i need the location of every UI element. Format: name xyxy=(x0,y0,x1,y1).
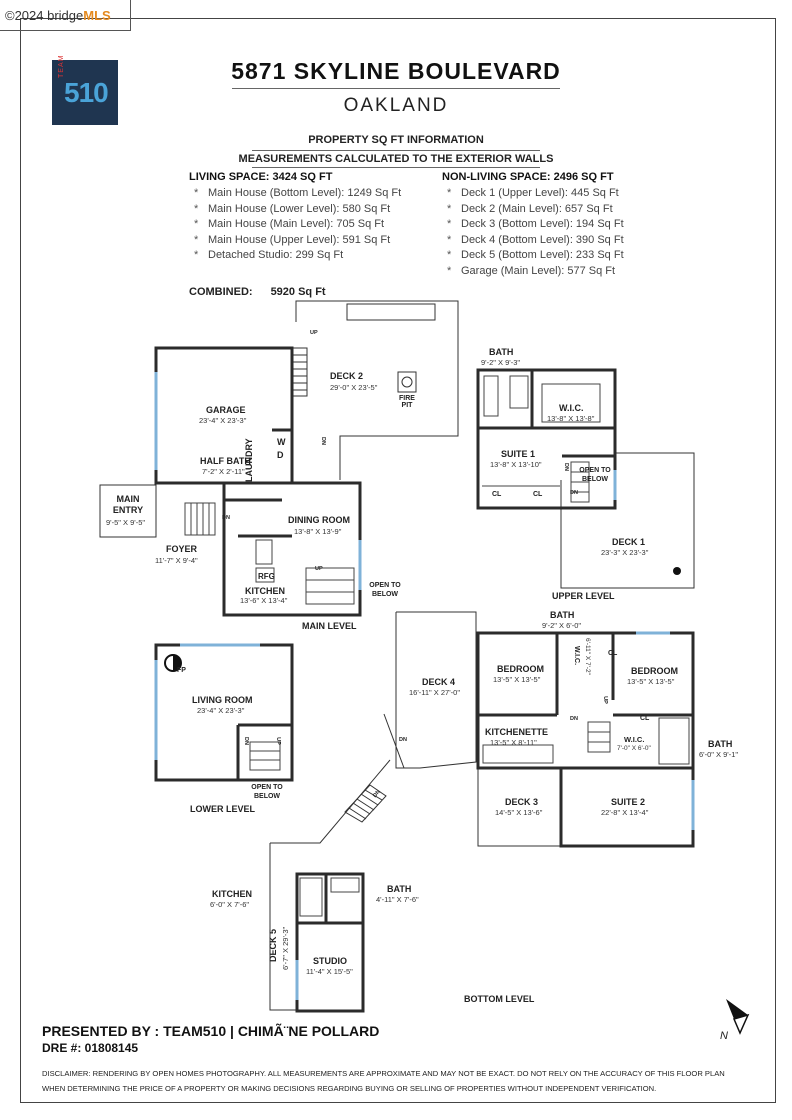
upper-bath-label: BATH xyxy=(489,347,514,357)
closet-label-1: CL xyxy=(492,491,502,498)
disclaimer-line-2: WHEN DETERMINING THE PRICE OF A PROPERTY OR MAKING DECISIONS REGARDING BUYING OR SELLING OF PROPERTIES WITHOUT INDEPENDENT VERIFICATION. xyxy=(42,1084,657,1093)
bottom-level-label: BOTTOM LEVEL xyxy=(464,994,535,1004)
suite1-dim: 13'-8" X 13'-10" xyxy=(490,460,542,469)
sqft-section-title: PROPERTY SQ FT INFORMATION xyxy=(308,134,484,146)
suite2-walls xyxy=(561,768,693,846)
combined-sqft: COMBINED: 5920 Sq Ft xyxy=(189,286,326,298)
bottom-bath-dim: 9'-2" X 6'-0" xyxy=(542,621,582,630)
garage-label: GARAGE xyxy=(206,405,246,415)
mls-copyright: ©2024 bridgeMLS xyxy=(5,8,111,23)
studio-kitchen-counter xyxy=(300,878,322,916)
deck2-label: DECK 2 xyxy=(330,371,364,381)
deck3-outline xyxy=(478,768,561,846)
wic-bottom-dim: 7'-0" X 6'-0" xyxy=(617,745,651,752)
list-item: * Deck 1 (Upper Level): 445 Sq Ft xyxy=(447,186,624,202)
stair-down-mark: DN xyxy=(319,437,326,445)
foyer-stairs xyxy=(185,503,215,535)
logo-number: 510 xyxy=(64,77,108,108)
studio-walls xyxy=(297,874,363,1011)
bottom-down-mark: DN xyxy=(570,716,578,722)
deck1-dim: 23'-3" X 23'-3" xyxy=(601,548,649,557)
presented-by: PRESENTED BY : TEAM510 | CHIMÃ¨NE POLLARD xyxy=(42,1023,380,1039)
list-item: * Main House (Bottom Level): 1249 Sq Ft xyxy=(194,186,401,202)
bottom-stairs-down-mark: DN xyxy=(372,789,382,799)
kitchen-island xyxy=(256,540,272,564)
laundry-label: LAUNDRY xyxy=(244,438,254,482)
compass-north-label: N xyxy=(720,1030,728,1042)
lower-up-mark: UP xyxy=(274,737,281,745)
list-item: * Deck 2 (Main Level): 657 Sq Ft xyxy=(447,202,624,218)
kitchen-dim: 13'-6" X 13'-4" xyxy=(240,596,288,605)
main-entry-dim: 9'-5" X 9'-5" xyxy=(106,518,146,527)
list-item: * Main House (Upper Level): 591 Sq Ft xyxy=(194,233,401,249)
stair-up-mark: UP xyxy=(310,330,318,336)
kitchenette-dim: 13'-5" X 8'-11" xyxy=(490,738,537,747)
upper-bath-shower xyxy=(510,376,528,408)
upper-bath-tub xyxy=(484,376,498,416)
deck3-label: DECK 3 xyxy=(505,797,539,807)
foyer-dim: 11'-7" X 9'-4" xyxy=(155,556,198,565)
bottom-up-mark: UP xyxy=(601,696,608,704)
kitchenette-label: KITCHENETTE xyxy=(485,727,548,737)
closet-label-3: CL xyxy=(608,650,618,657)
bottom-stairs-inner xyxy=(588,722,610,752)
studio-kitchen-dim: 6'-0" X 7'-6" xyxy=(210,900,250,909)
list-item: * Main House (Lower Level): 580 Sq Ft xyxy=(194,202,401,218)
fire-pit-label: FIRE PIT xyxy=(399,395,415,409)
deck3-dim: 14'-5" X 13'-6" xyxy=(495,808,543,817)
bedroom-left-label: BEDROOM xyxy=(497,664,544,674)
bedroom-left-dim: 13'-5" X 13'-5" xyxy=(493,675,541,684)
lower-level-label: LOWER LEVEL xyxy=(190,804,255,814)
fireplace-label: FP xyxy=(177,667,186,674)
kitchen-label: KITCHEN xyxy=(245,586,285,596)
logo-team-text: TEAM xyxy=(58,54,65,78)
bath-right-label: BATH xyxy=(708,739,733,749)
list-item: * Detached Studio: 299 Sq Ft xyxy=(194,248,401,264)
bath-right-dim: 6'-0" X 9'-1" xyxy=(699,750,739,759)
main-up-mark: UP xyxy=(315,566,323,572)
upper-level-label: UPPER LEVEL xyxy=(552,591,615,601)
foyer-down-mark: DN xyxy=(222,515,230,521)
dining-dim: 13'-8" X 13'-9" xyxy=(294,527,342,536)
upper-down-mark: DN xyxy=(562,463,569,471)
dryer-label: D xyxy=(277,450,284,460)
deck2-bench xyxy=(347,304,435,320)
fire-pit xyxy=(398,372,416,392)
lower-stairs xyxy=(250,742,280,770)
bottom-bath-label: BATH xyxy=(550,610,575,620)
rfg-label: RFG xyxy=(258,572,275,581)
deck5-dim: 6'-7" X 29'-3" xyxy=(281,926,290,970)
deck2-stairs xyxy=(293,348,307,396)
upper-down-mark-2: DN xyxy=(570,490,578,496)
suite1-label: SUITE 1 xyxy=(501,449,536,459)
dre-number: DRE #: 01808145 xyxy=(42,1041,139,1055)
studio-dim: 11'-4" X 15'-5" xyxy=(306,967,353,976)
bedroom-right-label: BEDROOM xyxy=(631,666,678,676)
bottom-bath-fixtures xyxy=(659,718,689,764)
open-below-main: OPEN TO BELOW xyxy=(369,582,401,598)
lower-down-mark: DN xyxy=(242,737,249,745)
list-item: * Deck 4 (Bottom Level): 390 Sq Ft xyxy=(447,233,624,249)
living-room-label: LIVING ROOM xyxy=(192,695,253,705)
kitchenette-counter xyxy=(483,745,553,763)
main-stairs xyxy=(306,568,354,604)
wic-bottom-label: W.I.C. xyxy=(624,735,645,744)
upper-bath-dim: 9'-2" X 9'-3" xyxy=(481,358,521,367)
dining-label: DINING ROOM xyxy=(288,515,350,525)
wic-upper-dim: 13'-8" X 13'-8" xyxy=(547,414,595,423)
sqft-subtitle: MEASUREMENTS CALCULATED TO THE EXTERIOR WALLS xyxy=(238,153,554,165)
studio-bath-tub xyxy=(331,878,359,892)
list-item: * Garage (Main Level): 577 Sq Ft xyxy=(447,264,624,280)
property-city: OAKLAND xyxy=(343,95,449,116)
deck1-label: DECK 1 xyxy=(612,537,646,547)
main-entry-label: MAIN ENTRY xyxy=(112,494,144,515)
suite2-dim: 22'-8" X 13'-4" xyxy=(601,808,649,817)
disclaimer xyxy=(42,1066,752,1096)
nonliving-space-title: NON-LIVING SPACE: 2496 SQ FT xyxy=(442,171,614,183)
washer-label: W xyxy=(277,437,286,447)
closet-label-4: CL xyxy=(640,715,650,722)
deck4-label: DECK 4 xyxy=(422,677,456,687)
bedroom-right-dim: 13'-5" X 13'-5" xyxy=(627,677,675,686)
list-item: * Deck 5 (Bottom Level): 233 Sq Ft xyxy=(447,248,624,264)
studio-kitchen-label: KITCHEN xyxy=(212,889,252,899)
open-below-upper: OPEN TO BELOW xyxy=(579,467,611,483)
closet-label-2: CL xyxy=(533,491,543,498)
studio-bath-label: BATH xyxy=(387,884,412,894)
property-address: 5871 SKYLINE BOULEVARD xyxy=(231,58,561,84)
half-bath-dim: 7'-2" X 2'-11" xyxy=(202,467,245,476)
deck2-dim: 29'-0" X 23'-5" xyxy=(330,383,378,392)
wic-small-dim: 6'-11" X 7'-2" xyxy=(584,638,591,675)
wic-small-label: W.I.C. xyxy=(573,646,580,666)
open-below-lower: OPEN TO BELOW xyxy=(251,784,283,800)
living-room-dim: 23'-4" X 23'-3" xyxy=(197,706,245,715)
studio-bath-dim: 4'-11" X 7'-6" xyxy=(376,895,419,904)
suite2-label: SUITE 2 xyxy=(611,797,646,807)
deck4-down-mark: DN xyxy=(399,737,407,743)
list-item: * Main House (Main Level): 705 Sq Ft xyxy=(194,217,401,233)
list-item: * Deck 3 (Bottom Level): 194 Sq Ft xyxy=(447,217,624,233)
upper-level-walls xyxy=(478,370,615,508)
deck5-label: DECK 5 xyxy=(268,928,278,962)
deck1-post xyxy=(673,567,681,575)
half-bath-label: HALF BATH xyxy=(200,456,251,466)
deck4-dim: 16'-11" X 27'-0" xyxy=(409,688,460,697)
disclaimer-line-1: DISCLAIMER: RENDERING BY OPEN HOMES PHOTOGRAPHY. ALL MEASUREMENTS ARE APPROXIMATE AND MAY NOT BE EXACT. DO NOT RELY ON THE ACCURACY OF THIS FLOOR PLAN xyxy=(42,1069,725,1078)
fire-pit-ring xyxy=(402,377,412,387)
garage-dim: 23'-4" X 23'-3" xyxy=(199,416,247,425)
main-level-label: MAIN LEVEL xyxy=(302,621,357,631)
living-space-title: LIVING SPACE: 3424 SQ FT xyxy=(189,171,333,183)
studio-label: STUDIO xyxy=(313,956,348,966)
wic-upper-label: W.I.C. xyxy=(559,403,584,413)
foyer-label: FOYER xyxy=(166,544,198,554)
